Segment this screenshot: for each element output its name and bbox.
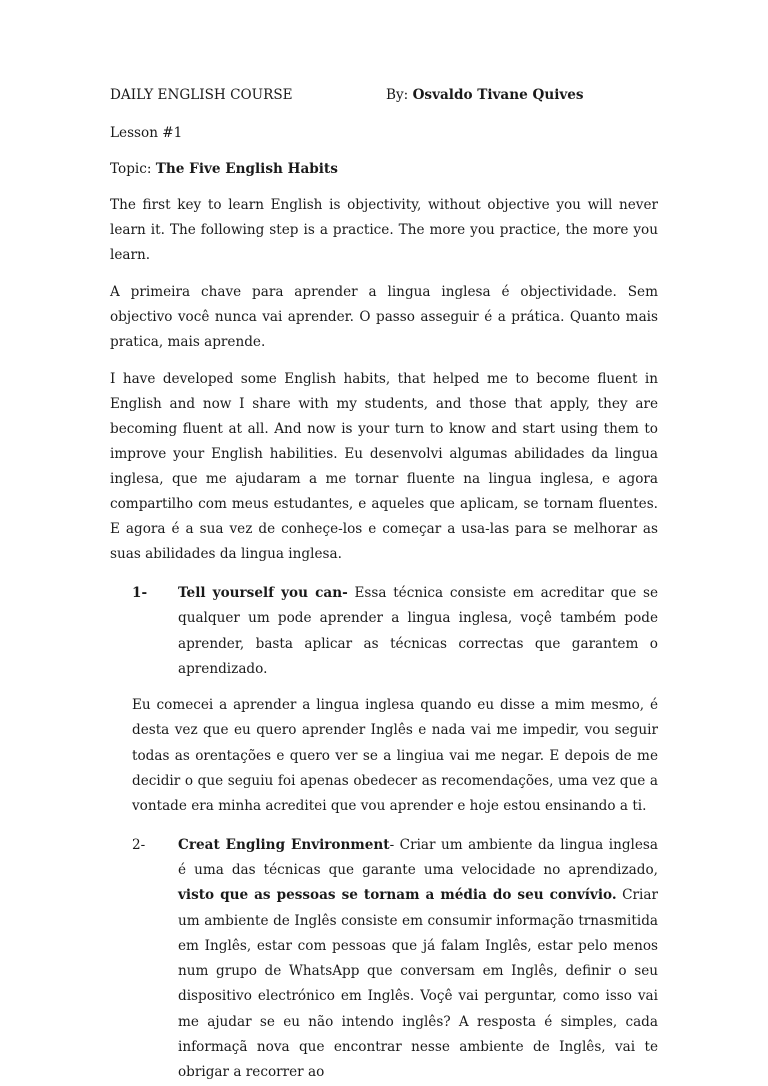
by-label: By: — [386, 87, 409, 103]
course-title: DAILY ENGLISH COURSE — [110, 87, 293, 103]
list-item-title: Creat Engling Environment — [178, 836, 390, 853]
list-item-emphasis: visto que as pessoas se tornam a média do seu convívio. — [178, 887, 617, 904]
list-item-text: - Criar um ambiente da lingua inglesa é uma das técnicas que garante uma velocidade no aprendizado, — [178, 836, 659, 878]
list-item — [132, 581, 658, 682]
list-number: 1- — [132, 585, 148, 601]
list-item-title: Tell yourself you can- — [178, 585, 348, 601]
lesson-number: Lesson #1 — [110, 125, 183, 141]
habits-list — [110, 581, 658, 1086]
list-item — [132, 833, 658, 1086]
list-number: 2- — [132, 836, 146, 853]
paragraph-english-intro: The first key to learn English is objectivity, without objective you will never learn it. The following step is a practice. The more you practice, the more you learn. — [110, 197, 658, 263]
item1-followup-paragraph: Eu comecei a aprender a lingua inglesa quando eu disse a mim mesmo, é desta vez que eu quero aprender Inglês e nada vai me impedir, vou seguir todas as orentações e quero ver se a lingiua vai me negar. E depois de me decidir o que seguiu foi apenas obedecer as recomendações, uma vez que a vontade era minha acreditei que vou aprender e hoje estou ensinando a ti. — [132, 697, 658, 815]
paragraph-portuguese-intro: A primeira chave para aprender a lingua inglesa é objectividade. Sem objectivo você nunca vai aprender. O passo asseguir é a prática. Quanto mais pratica, mais aprende. — [110, 284, 658, 350]
author-line — [386, 84, 584, 106]
author-name: Osvaldo Tivane Quives — [412, 87, 584, 103]
topic-label: Topic: — [110, 161, 152, 177]
list-item-body — [178, 581, 658, 682]
document-header — [110, 84, 658, 106]
list-item-text: Essa técnica consiste em acreditar que se qualquer um pode aprender a lingua inglesa, voçê também pode aprender, basta aplicar as técnicas correctas que garantem o aprendizado. — [178, 585, 658, 677]
list-item-body — [178, 833, 658, 1086]
topic-title: The Five English Habits — [155, 161, 338, 177]
paragraph-habits: I have developed some English habits, that helped me to become fluent in English and now I share with my students, and those that apply, they are becoming fluent at all. And now is your turn to know and start using them to improve your English habilities. Eu desenvolvi algumas abilidades da lingua inglesa, que me ajudaram a me tornar fluente na lingua inglesa, e agora compartilho com meus estudantes, e aqueles que aplicam, se tornam fluentes. E agora é a sua vez de conheçe-los e começar a usa-las para se melhorar as suas abilidades da lingua inglesa. — [110, 371, 658, 562]
document-page — [110, 84, 658, 1086]
list-item-text-continued: Criar um ambiente de Inglês consiste em consumir informação trnasmitida em Inglês, estar com pessoas que já falam Inglês, estar pelo menos num grupo de WhatsApp que conversam em Inglês, definir o seu dispositivo electrónico em Inglês. Voçê vai perguntar, como isso vai me ajudar se eu não intendo inglês? A resposta é simples, cada informaçã nova que encontrar nesse ambiente de Inglês, vai te obrigar a recorrer ao — [178, 887, 658, 1081]
topic-line — [110, 158, 658, 180]
